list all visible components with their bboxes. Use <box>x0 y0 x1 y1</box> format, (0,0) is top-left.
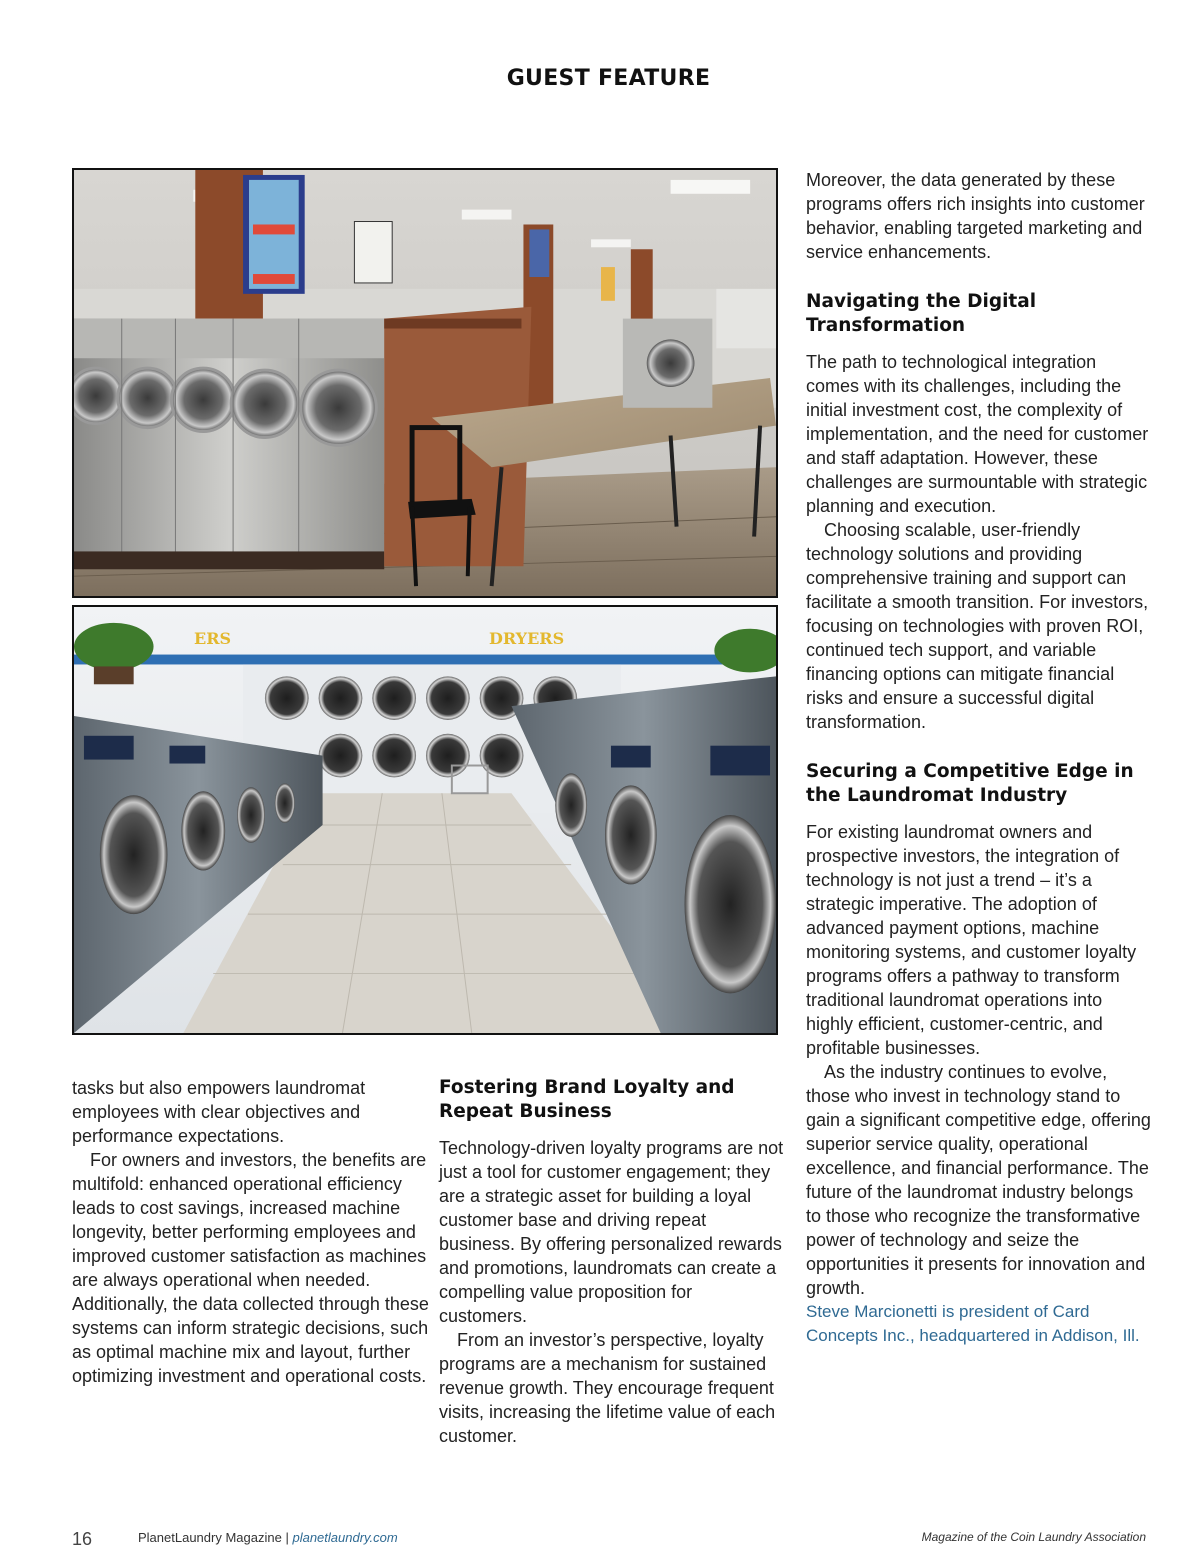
website-link[interactable]: planetlaundry.com <box>292 1530 398 1545</box>
paragraph: From an investor’s perspective, loyalty programs are a mechanism for sustained revenue growth. They encourage frequent visits, increasing the lifetime value of each customer. <box>439 1330 776 1446</box>
footer-magazine-line <box>138 1530 398 1545</box>
paragraph: The path to technological integration comes with its challenges, including the initial investment cost, the complexity of implementation, and the need for customer and staff adaptation. However, these challenges are surmountable with strategic planning and execution. <box>806 352 1149 516</box>
section-heading: Fostering Brand Loyalty and Repeat Business <box>439 1077 735 1122</box>
right-column <box>806 168 1151 1348</box>
paragraph: For owners and investors, the benefits are multifold: enhanced operational efficiency leads to cost savings, increased machine longevity, better performing employees and improved customer satisfaction as machines are always operational when needed. Additionally, the data collected through these systems can inform strategic decisions, such as optimal machine mix and layout, further optimizing investment and operational costs. <box>72 1150 429 1386</box>
paragraph: Moreover, the data generated by these programs offers rich insights into customer behavior, enabling targeted marketing and service enhancements. <box>806 170 1145 262</box>
paragraph: As the industry continues to evolve, those who invest in technology stand to gain a significant competitive edge, offering superior service quality, operational excellence, and financial performance. The future of the laundromat industry belongs to those who recognize the transformative power of technology and seize the opportunities it presents for innovation and growth. <box>806 1062 1151 1298</box>
dryers-sign-right: DRYERS <box>489 629 565 648</box>
footer-association: Magazine of the Coin Laundry Association <box>921 1530 1146 1544</box>
author-bio: Steve Marcionetti is president of Card Concepts Inc., headquartered in Addison, Ill. <box>806 1302 1140 1345</box>
page-number: 16 <box>72 1529 93 1549</box>
paragraph: Technology-driven loyalty programs are not just a tool for customer engagement; they are a strategic asset for building a loyal customer base and driving repeat business. By offering personalized rewards and promotions, laundromats can create a compelling value proposition for customers. <box>439 1138 784 1326</box>
paragraph: tasks but also empowers laundromat employees with clear objectives and performance expectations. <box>72 1078 366 1146</box>
dryers-sign-left: ERS <box>194 629 232 648</box>
laundromat-aisle-photo <box>72 605 778 1035</box>
paragraph: For existing laundromat owners and prospective investors, the integration of technology is not just a trend – it’s a strategic imperative. The adoption of advanced payment options, machine monitoring systems, and customer loyalty programs offers a pathway to transform traditional laundromat operations into highly efficient, customer-centric, and profitable businesses. <box>806 822 1137 1058</box>
paragraph: Choosing scalable, user-friendly technology solutions and providing comprehensive training and support can facilitate a smooth transition. For investors, focusing on technologies with proven ROI, continued tech support, and variable financing options can mitigate financial risks and ensure a successful digital transformation. <box>806 520 1149 732</box>
section-title: GUEST FEATURE <box>506 66 711 91</box>
section-heading: Navigating the Digital Transformation <box>806 291 1037 336</box>
middle-column <box>439 1076 784 1448</box>
left-column <box>72 1076 432 1388</box>
magazine-name: PlanetLaundry Magazine <box>138 1530 282 1545</box>
footer-separator: | <box>285 1530 289 1545</box>
laundromat-washers-photo <box>72 168 778 598</box>
section-heading: Securing a Competitive Edge in the Laundromat Industry <box>806 761 1134 806</box>
